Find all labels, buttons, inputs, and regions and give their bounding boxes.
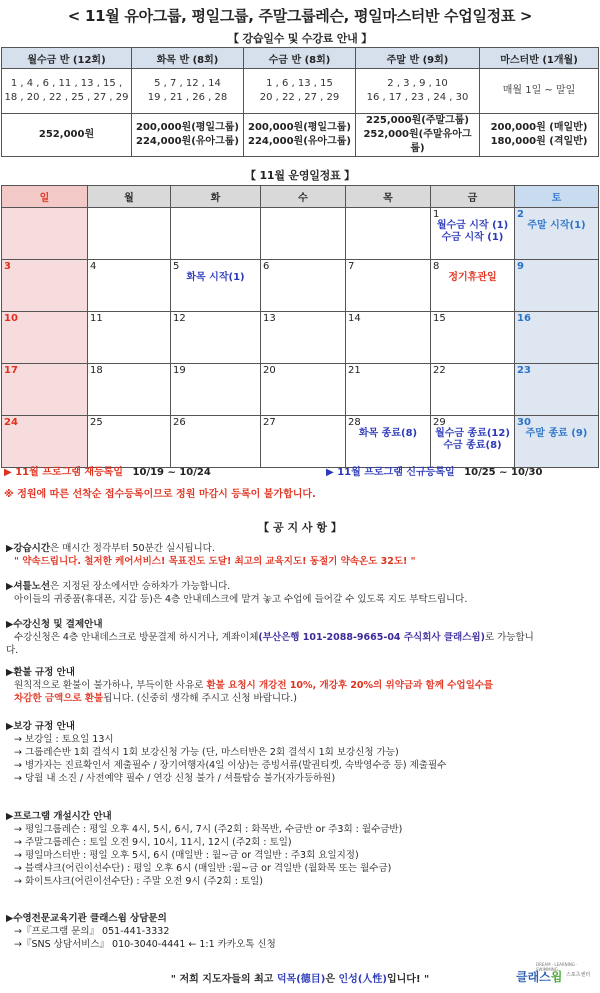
list-item: → 평일마스터반 : 평일 오후 5시, 6시 (매일반 : 월~금 or 격일반 : 주3회 요일지정) [14, 850, 359, 861]
day-number: 25 [90, 417, 103, 428]
section-head: 셔틀노선 [13, 581, 51, 592]
day-number: 26 [173, 417, 186, 428]
footer-text: 입니다! " [386, 974, 430, 985]
calendar-day-cell [171, 416, 261, 468]
day-number: 7 [348, 261, 355, 272]
notice-program-hours [6, 810, 596, 888]
fee-header: 마스터반 (1개월) [480, 48, 599, 69]
fee-price: 200,000원 (매일반) 180,000원 (격일반) [480, 114, 599, 157]
calendar-event: 주말 시작(1) [527, 220, 586, 231]
day-number: 20 [263, 365, 276, 376]
calendar-day-cell [88, 416, 171, 468]
section-head: 수영전문교육기관 클래스윔 상담문의 [13, 913, 167, 924]
calendar-event: 수금 종료(8) [443, 440, 502, 451]
calendar-title: 【 11월 운영일정표 】 [245, 169, 355, 182]
day-number: 11 [90, 313, 103, 324]
registration-warning: ※ 정원에 따른 선착순 접수등록이므로 정원 마감시 등록이 불가합니다. [4, 489, 316, 500]
logo-sub: 스포츠센터 [566, 972, 591, 978]
section-text: 됩니다. (신중히 생각해 주시고 신청 바랍니다.) [103, 693, 297, 704]
weekday-header: 목 [346, 186, 431, 208]
triangle-right-icon: ▶ [6, 543, 14, 554]
section-head: 보강 규정 안내 [13, 721, 75, 732]
triangle-right-icon: ▶ [326, 467, 334, 478]
day-number: 23 [517, 365, 531, 376]
fee-header: 화목 반 (8회) [132, 48, 244, 69]
day-number: 9 [517, 261, 524, 272]
day-number: 30 [517, 417, 531, 428]
day-number: 24 [4, 417, 18, 428]
calendar-day-cell [431, 260, 515, 312]
section-text: 다. [6, 645, 19, 656]
reregistration-dates: 10/19 ~ 10/24 [132, 467, 211, 478]
calendar-day-cell [261, 208, 346, 260]
section-text: 원칙적으로 환불이 불가하나, 부득이한 사유로 [14, 680, 207, 691]
triangle-right-icon: ▶ [6, 811, 14, 822]
calendar-day-cell [88, 260, 171, 312]
calendar-event: 화목 종료(8) [358, 428, 418, 439]
calendar-day-cell [171, 208, 261, 260]
fee-price: 200,000원(평일그룹) 224,000원(유아그룹) [132, 114, 244, 157]
day-number: 28 [348, 417, 361, 428]
list-item: →『SNS 상담서비스』 010-3040-4441 ← 1:1 카카오톡 신청 [14, 939, 276, 950]
notice-title: 【 공 지 사 항 】 [258, 521, 342, 534]
day-number: 3 [4, 261, 11, 272]
list-item: → 화이트샤크(어린이선수단) : 주말 오전 9시 (주2회 : 토일) [14, 876, 263, 887]
fee-days: 2 , 3 , 9 , 10 16 , 17 , 23 , 24 , 30 [356, 69, 480, 114]
day-number: 1 [433, 209, 440, 220]
promise-quote: " 약속드립니다. 철저한 케어서비스! 목표진도 도달! 최고의 교육지도! 동절기 약속온도 32도! " [14, 556, 416, 567]
section-text: 아이들의 귀중품(휴대폰, 지갑 등)은 4층 안내데스크에 맡겨 놓고 수업에 들어갈 수 있도록 지도 부탁드립니다. [14, 594, 468, 605]
footer-slogan [0, 970, 600, 985]
calendar-week-row [2, 208, 599, 260]
calendar-week-row [2, 312, 599, 364]
list-item: → 그룹레슨반 1회 결석시 1회 보강신청 가능 (단, 마스터반은 2회 결석시 1회 보강신청 가능) [14, 747, 399, 758]
day-number: 8 [433, 261, 440, 272]
day-number: 21 [348, 365, 361, 376]
fee-header: 월수금 반 (12회) [2, 48, 132, 69]
triangle-right-icon: ▶ [6, 619, 14, 630]
calendar-event: 정기휴관일 [448, 272, 497, 283]
fee-days: 1 , 6 , 13 , 15 20 , 22 , 27 , 29 [244, 69, 356, 114]
calendar-day-cell [261, 364, 346, 416]
day-number: 16 [517, 313, 531, 324]
fee-days: 1 , 4 , 6 , 11 , 13 , 15 , 18 , 20 , 22 , 25 , 27 , 29 [2, 69, 132, 114]
reregistration-info [4, 463, 211, 478]
calendar-day-cell [346, 364, 431, 416]
fee-days: 5 , 7 , 12 , 14 19 , 21 , 26 , 28 [132, 69, 244, 114]
logo-text-accent: 윔 [550, 970, 563, 984]
calendar-event: 수금 시작 (1) [441, 232, 504, 243]
brand-logo [516, 962, 600, 990]
section-head: 강습시간 [13, 543, 51, 554]
calendar-day-cell [346, 208, 431, 260]
notice-payment [6, 618, 596, 657]
fee-days: 매월 1일 ~ 말일 [480, 69, 599, 114]
notice-contact [6, 912, 596, 951]
notice-lesson-time [6, 542, 596, 568]
day-number: 27 [263, 417, 276, 428]
day-number: 22 [433, 365, 446, 376]
calendar-event: 화목 시작(1) [186, 272, 245, 283]
list-item: → 평일그룹레슨 : 평일 오후 4시, 5시, 6시, 7시 (주2회 : 화목반, 수금반 or 주3회 : 월수금반) [14, 824, 403, 835]
calendar-day-cell [88, 364, 171, 416]
calendar-day-cell [171, 312, 261, 364]
refund-deduct: 차감한 금액으로 환불 [14, 693, 104, 704]
calendar-day-cell [515, 416, 599, 468]
calendar-weekday-row [2, 186, 599, 208]
bank-account: (부산은행 101-2088-9665-04 주식회사 클래스윔) [258, 632, 485, 643]
triangle-right-icon: ▶ [6, 667, 14, 678]
new-registration-dates: 10/25 ~ 10/30 [464, 467, 543, 478]
new-registration-label: 11월 프로그램 신규등록일 [337, 467, 455, 478]
calendar-day-cell [261, 416, 346, 468]
logo-text: 클래스 [516, 970, 551, 984]
triangle-right-icon: ▶ [6, 581, 14, 592]
section-head: 수강신청 및 결제안내 [13, 619, 103, 630]
reregistration-label: 11월 프로그램 재등록일 [15, 467, 124, 478]
day-number: 14 [348, 313, 361, 324]
fee-days-row [2, 69, 599, 114]
triangle-right-icon: ▶ [4, 467, 12, 478]
new-registration-info [326, 463, 542, 478]
footer-text: " 저희 지도자들의 최고 [170, 974, 277, 985]
day-number: 29 [433, 417, 446, 428]
calendar-day-cell [2, 260, 88, 312]
section-text: 로 가능합니 [484, 632, 534, 643]
fee-price: 252,000원 [2, 114, 132, 157]
day-number: 18 [90, 365, 103, 376]
section-text: 은 매시간 정각부터 50분간 실시됩니다. [50, 543, 215, 554]
list-item: →『프로그램 문의』 051-441-3332 [14, 926, 170, 937]
fee-header-row [2, 48, 599, 69]
footer-virtue: 덕목(德目) [276, 974, 326, 985]
calendar-day-cell [431, 416, 515, 468]
calendar-day-cell [515, 364, 599, 416]
day-number: 10 [4, 313, 18, 324]
calendar-day-cell [261, 260, 346, 312]
calendar-day-cell [261, 312, 346, 364]
calendar-day-cell [515, 312, 599, 364]
calendar-day-cell [2, 364, 88, 416]
calendar-event: 월수금 시작 (1) [436, 220, 509, 231]
calendar-day-cell [346, 312, 431, 364]
refund-penalty: 환불 요청시 개강전 10%, 개강후 20%의 위약금과 함께 수업일수를 [206, 680, 494, 691]
footer-character: 인성(人性) [338, 974, 387, 985]
list-item: → 병가자는 진료확인서 제출필수 / 장기여행자(4일 이상)는 증빙서류(발권티켓, 숙박영수증 등) 제출필수 [14, 760, 447, 771]
fee-price: 225,000원(주말그룹) 252,000원(주말유아그룹) [356, 114, 480, 157]
calendar-day-cell [515, 208, 599, 260]
calendar [1, 185, 599, 468]
calendar-day-cell [2, 208, 88, 260]
footer-text: 은 [325, 974, 339, 985]
section-head: 환불 규정 안내 [13, 667, 75, 678]
weekday-header: 월 [88, 186, 171, 208]
calendar-day-cell [431, 364, 515, 416]
calendar-week-row [2, 364, 599, 416]
section-text: 은 지정된 장소에서만 승하차가 가능합니다. [50, 581, 231, 592]
calendar-day-cell [171, 364, 261, 416]
day-number: 17 [4, 365, 18, 376]
day-number: 2 [517, 209, 524, 220]
list-item: → 주말그룹레슨 : 토일 오전 9시, 10시, 11시, 12시 (주2회 : 토일) [14, 837, 292, 848]
day-number: 13 [263, 313, 276, 324]
weekday-header: 토 [515, 186, 599, 208]
weekday-header: 수 [261, 186, 346, 208]
triangle-right-icon: ▶ [6, 721, 14, 732]
page-title: < 11월 유아그룹, 평일그룹, 주말그룹레슨, 평일마스터반 수업일정표 > [67, 7, 533, 25]
calendar-day-cell [88, 208, 171, 260]
calendar-day-cell [515, 260, 599, 312]
fee-price: 200,000원(평일그룹) 224,000원(유아그룹) [244, 114, 356, 157]
weekday-header: 금 [431, 186, 515, 208]
calendar-day-cell [2, 416, 88, 468]
weekday-header: 화 [171, 186, 261, 208]
section-text: 수강신청은 4층 안내데스크로 방문결제 하시거나, 계좌이체 [14, 632, 259, 643]
day-number: 6 [263, 261, 270, 272]
day-number: 12 [173, 313, 186, 324]
day-number: 5 [173, 261, 180, 272]
notice-shuttle [6, 580, 596, 606]
notice-refund [6, 666, 596, 705]
calendar-day-cell [346, 260, 431, 312]
calendar-day-cell [2, 312, 88, 364]
fee-table [1, 47, 599, 157]
day-number: 4 [90, 261, 97, 272]
section-head: 프로그램 개설시간 안내 [13, 811, 112, 822]
calendar-day-cell [346, 416, 431, 468]
list-item: → 보강일 : 토요일 13시 [14, 734, 114, 745]
calendar-week-row [2, 260, 599, 312]
triangle-right-icon: ▶ [6, 913, 14, 924]
calendar-day-cell [431, 208, 515, 260]
fee-header: 수금 반 (8회) [244, 48, 356, 69]
fee-price-row [2, 114, 599, 157]
calendar-day-cell [88, 312, 171, 364]
day-number: 15 [433, 313, 446, 324]
logo-slogan: DREAM · LEARNING · SWIMMING [536, 962, 578, 972]
fee-box-title: 【 강습일수 및 수강료 안내 】 [227, 32, 372, 45]
calendar-event: 월수금 종료(12) [435, 428, 510, 439]
weekday-header: 일 [2, 186, 88, 208]
list-item: → 당월 내 소진 / 사전예약 필수 / 연강 신청 불가 / 셔틀탑승 불가(자가등하원) [14, 773, 336, 784]
day-number: 19 [173, 365, 186, 376]
notice-makeup [6, 720, 596, 785]
calendar-event: 주말 종료 (9) [525, 428, 588, 439]
calendar-day-cell [431, 312, 515, 364]
calendar-day-cell [171, 260, 261, 312]
calendar-week-row [2, 416, 599, 468]
fee-header: 주말 반 (9회) [356, 48, 480, 69]
list-item: → 블랙샤크(어린이선수단) : 평일 오후 6시 (매일반 :월~금 or 격일반 (월화목 또는 월수금) [14, 863, 392, 874]
